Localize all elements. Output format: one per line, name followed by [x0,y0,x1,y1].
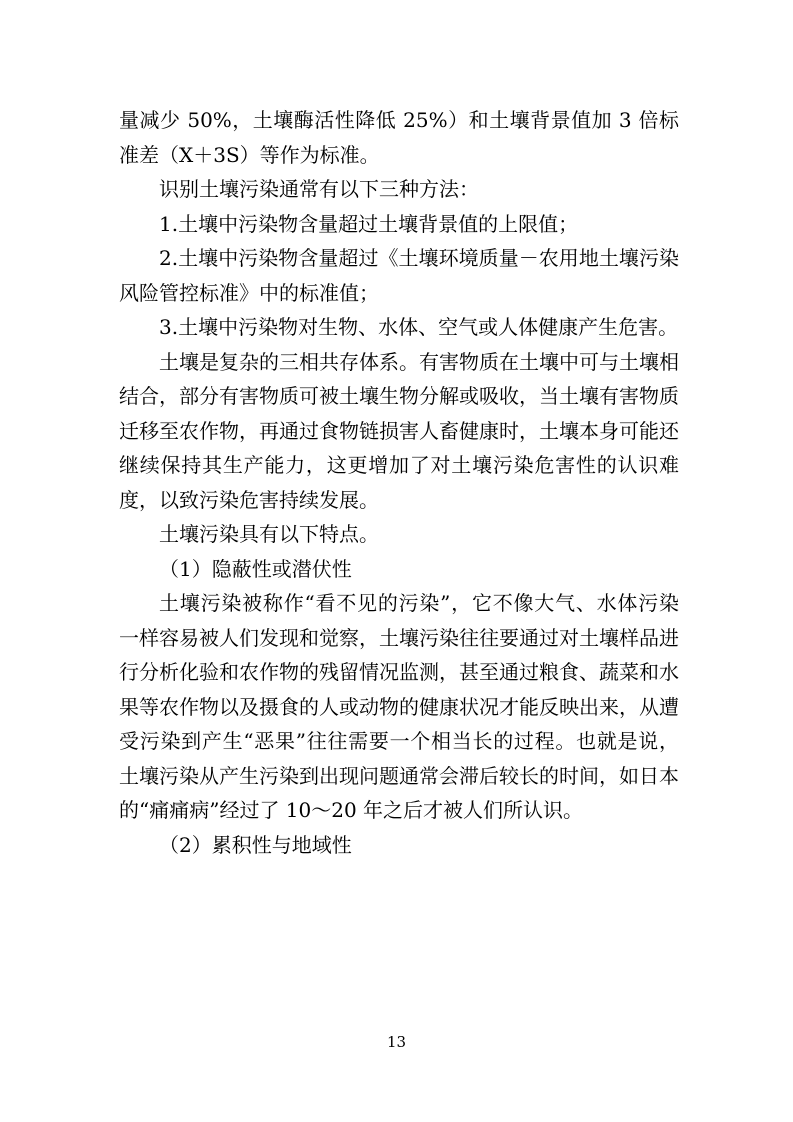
document-body [119,103,679,862]
section-heading-concealment: （1）隐蔽性或潜伏性 [159,556,352,581]
paragraph-three-phase-system: 土壤是复杂的三相共存体系。有害物质在土壤中可与土壤相结合，部分有害物质可被土壤生物分解或吸收，当土壤有害物质迁移至农作物，再通过食物链损害人畜健康时，土壤本身可能还继续保持其生产能力，这更增加了对土壤污染危害性的认识难度，以致污染危害持续发展。 [119,349,679,512]
list-item-method-2: 2.土壤中污染物含量超过《土壤环境质量－农用地土壤污染风险管控标准》中的标准值； [119,246,679,305]
paragraph-characteristics-intro: 土壤污染具有以下特点。 [159,522,379,546]
list-item-method-1: 1.土壤中污染物含量超过土壤背景值的上限值； [159,211,579,236]
paragraph-methods-intro: 识别土壤污染通常有以下三种方法： [159,177,479,201]
section-heading-accumulation: （2）累积性与地域性 [159,832,352,857]
paragraph-continuation: 量减少 50%，土壤酶活性降低 25%）和土壤背景值加 3 倍标准差（X＋3S）等作为标准。 [119,108,679,167]
page-number: 13 [386,1033,407,1051]
paragraph-concealment: 土壤污染被称作“看不见的污染”，它不像大气、水体污染一样容易被人们发现和觉察，土壤污染往往要通过对土壤样品进行分析化验和农作物的残留情况监测，甚至通过粮食、蔬菜和水果等农作物以及摄食的人或动物的健康状况才能反映出来，从遭受污染到产生“恶果”往往需要一个相当长的过程。也就是说，土壤污染从产生污染到出现问题通常会滞后较长的时间，如日本的“痛痛病”经过了 10～20 年之后才被人们所认识。 [119,591,679,822]
list-item-method-3: 3.土壤中污染物对生物、水体、空气或人体健康产生危害。 [159,315,679,339]
